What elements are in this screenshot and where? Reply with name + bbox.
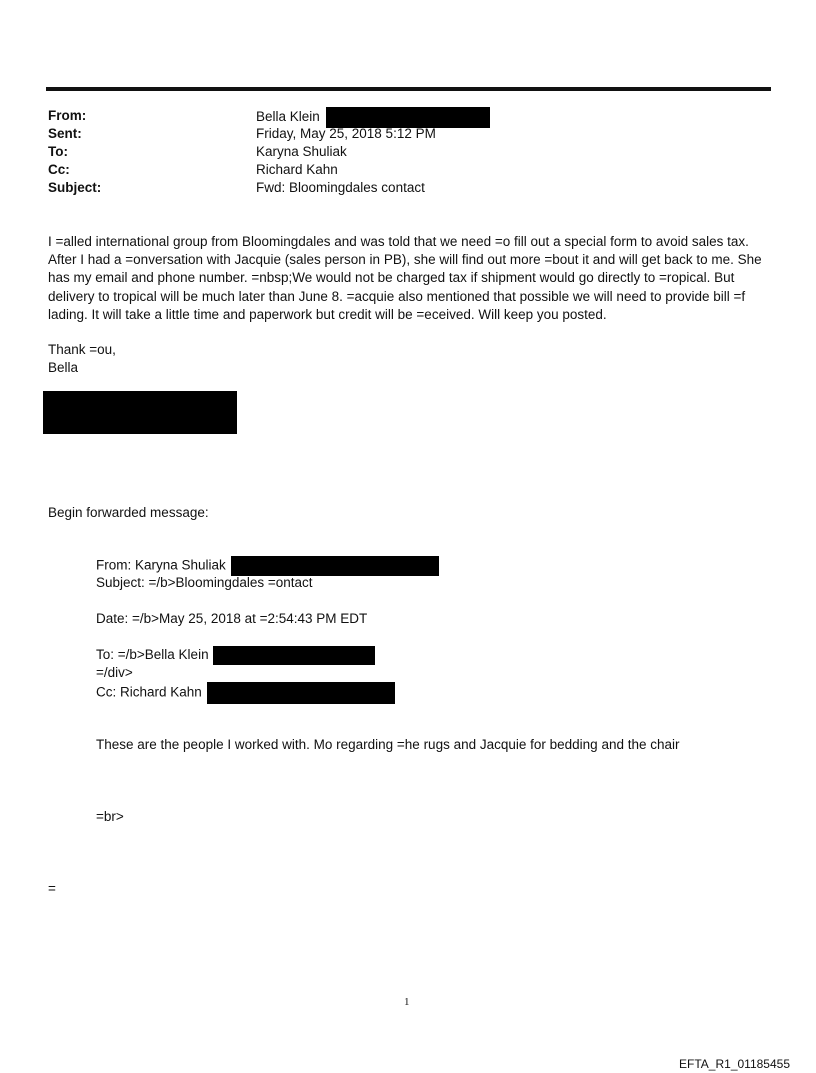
fwd-to: To: =/b>Bella Klein <box>96 647 209 663</box>
cc-value: Richard Kahn <box>256 162 338 177</box>
fwd-div-close: =/div> <box>96 665 133 680</box>
fwd-cc-row <box>96 682 395 704</box>
fwd-date: Date: =/b>May 25, 2018 at =2:54:43 PM EDT <box>96 611 368 626</box>
body-line: After I had a =onversation with Jacquie (sales person in PB), she will find out more =bout it and will get back to me. She <box>48 252 762 268</box>
redaction-block <box>231 556 439 576</box>
to-label: To: <box>48 144 68 159</box>
fwd-message: These are the people I worked with. Mo regarding =he rugs and Jacquie for bedding and the chair <box>96 737 680 752</box>
document-id: EFTA_R1_01185455 <box>679 1057 790 1071</box>
body-line: delivery to tropical will be much later than June 8. =acquie also mentioned that possible we will need to provide bill =f <box>48 288 746 304</box>
cc-label: Cc: <box>48 162 70 177</box>
to-value: Karyna Shuliak <box>256 144 347 159</box>
subject-value: Fwd: Bloomingdales contact <box>256 180 425 195</box>
fwd-subject: Subject: =/b>Bloomingdales =ontact <box>96 575 313 590</box>
message-body <box>48 233 768 324</box>
fwd-from: From: Karyna Shuliak <box>96 557 226 573</box>
sent-value: Friday, May 25, 2018 5:12 PM <box>256 126 436 141</box>
from-value: Bella Klein <box>256 107 490 128</box>
signature: Bella <box>48 360 79 375</box>
redaction-block <box>213 646 375 665</box>
sent-label: Sent: <box>48 126 82 141</box>
forwarded-intro: Begin forwarded message: <box>48 505 209 520</box>
fwd-to-row <box>96 646 375 665</box>
body-line: I =alled international group from Bloomingdales and was told that we need =o fill out a special form to avoid sales tax. <box>48 234 749 249</box>
fwd-from-row <box>96 556 439 576</box>
redaction-block <box>207 682 395 704</box>
from-label: From: <box>48 108 87 123</box>
page-number: 1 <box>404 996 410 1008</box>
body-line: has my email and phone number. =nbsp;We would not be charged tax if shipment would go directly to =ropical. But <box>48 270 735 286</box>
fwd-br: =br> <box>96 809 124 824</box>
header-divider <box>46 87 771 91</box>
signature-redaction <box>43 391 237 434</box>
fwd-trailer: = <box>48 881 56 896</box>
subject-label: Subject: <box>48 180 102 195</box>
closing: Thank =ou, <box>48 342 116 357</box>
body-line: lading. It will take a little time and paperwork but credit will be =eceived. Will keep you posted. <box>48 306 607 322</box>
fwd-cc: Cc: Richard Kahn <box>96 684 202 700</box>
